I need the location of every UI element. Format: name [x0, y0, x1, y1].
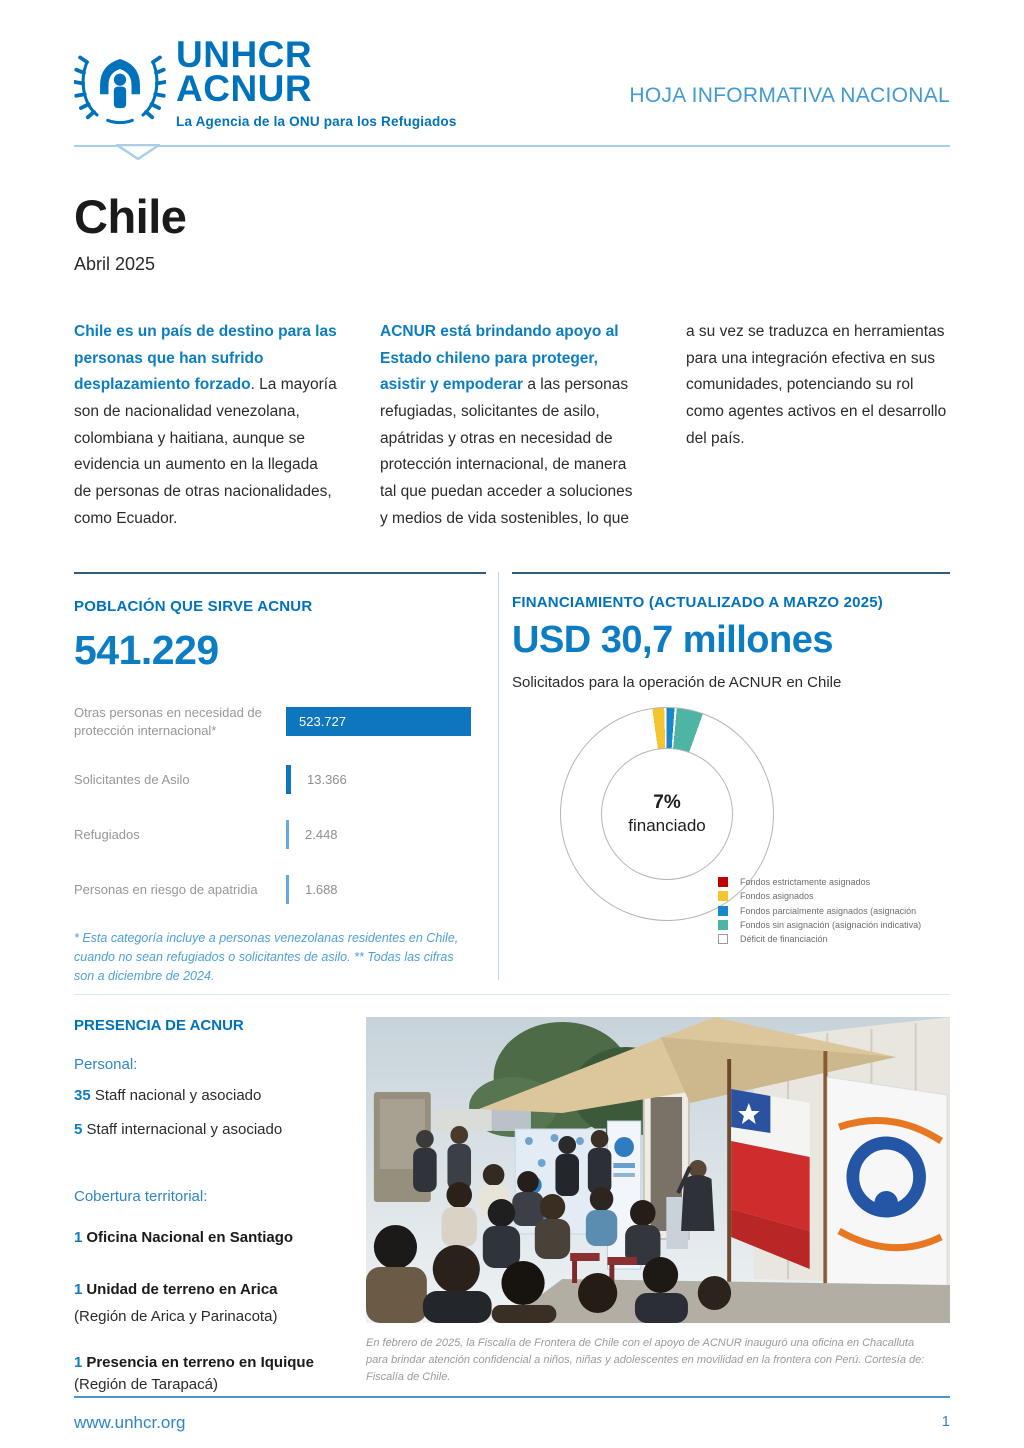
- intro-col-1: [74, 319, 338, 532]
- population-heading: POBLACIÓN QUE SIRVE ACNUR: [74, 598, 313, 616]
- staff-international: [74, 1119, 344, 1142]
- stats-section: [74, 572, 950, 983]
- population-bar-chart: [74, 704, 486, 904]
- bar: [286, 820, 289, 849]
- population-row: [74, 819, 486, 849]
- page-date: Abril 2025: [74, 254, 156, 275]
- legend-swatch-white: [718, 934, 728, 944]
- bar: [286, 707, 471, 736]
- bar-value: 523.727: [299, 714, 346, 730]
- intro-col-2: [380, 319, 644, 532]
- page-number: 1: [941, 1412, 950, 1430]
- header: [74, 0, 950, 129]
- coverage-note: (Región de Arica y Parinacota): [74, 1308, 278, 1326]
- chevron-down-icon: [116, 144, 160, 162]
- logo-text: [176, 36, 457, 129]
- coverage-count: 1: [74, 1228, 83, 1246]
- donut-center: [601, 748, 733, 880]
- coverage-text: Oficina Nacional en Santiago: [86, 1228, 294, 1246]
- doc-type-title: HOJA INFORMATIVA NACIONAL: [629, 84, 950, 107]
- bar-label: Refugiados: [74, 826, 140, 842]
- legend-swatch-yellow: [718, 891, 728, 901]
- staff-international-count: 5: [74, 1121, 83, 1139]
- legend-label: Fondos estrictamente asignados: [740, 877, 871, 888]
- donut-label: financiado: [628, 816, 706, 836]
- legend-label: Fondos parcialmente asignados (asignación: [740, 905, 917, 916]
- legend-swatch-teal: [718, 920, 728, 930]
- bar-value: 1.688: [305, 881, 338, 897]
- footer: [74, 1396, 950, 1448]
- unhcr-logo: [74, 36, 457, 129]
- presence-section: [74, 1017, 366, 1396]
- presence-heading: PRESENCIA DE ACNUR: [74, 1016, 244, 1034]
- coverage-text: Unidad de terreno en Arica: [86, 1280, 278, 1298]
- population-footnote: * Esta categoría incluye a personas venezolanas residentes en Chile, cuando no sean refugiados o solicitantes de asilo. ** Todas las cifras son a diciembre de 2024.: [74, 931, 459, 983]
- legend-item: [718, 890, 950, 902]
- legend-item: [718, 919, 950, 931]
- staff-national-text: Staff nacional y asociado: [94, 1086, 262, 1104]
- bottom-section: [74, 1017, 950, 1396]
- funding-heading: FINANCIAMIENTO (ACTUALIZADO A MARZO 2025): [512, 594, 883, 612]
- bar-value: 13.366: [307, 771, 347, 787]
- population-section: [74, 572, 486, 983]
- logo-acnur: ACNUR: [176, 68, 313, 110]
- header-divider: [74, 145, 950, 155]
- vertical-divider: [498, 572, 499, 980]
- coverage-item-arica: [74, 1279, 344, 1329]
- population-row: [74, 874, 486, 904]
- section-divider: [74, 994, 950, 995]
- legend-label: Déficit de financiación: [740, 933, 828, 944]
- legend-swatch-blue: [718, 906, 728, 916]
- bar-label: Personas en riesgo de apatridia: [74, 881, 258, 897]
- coverage-text: Presencia en terreno en Iquique: [86, 1354, 314, 1372]
- intro-col1-lead: Chile es un país de destino para las personas que han sufrido desplazamiento forzado: [74, 323, 337, 394]
- population-row: [74, 764, 486, 794]
- funding-subtitle: Solicitados para la operación de ACNUR en Chile: [512, 674, 842, 692]
- photo-caption: En febrero de 2025, la Fiscalía de Frontera de Chile con el apoyo de ACNUR inauguró una oficina en Chacalluta para brindar atención confidencial a niños, niñas y adolescentes en movilidad en la frontera con Perú. Cortesía de: Fiscalía de Chile.: [366, 1336, 925, 1384]
- legend-item: [718, 876, 950, 888]
- bar: [286, 765, 291, 794]
- funding-amount: USD 30,7 millones: [512, 619, 833, 662]
- bar: [286, 875, 289, 904]
- legend-label: Fondos sin asignación (asignación indicativa): [740, 919, 922, 930]
- photo-column: [366, 1017, 950, 1396]
- event-photo: [366, 1017, 950, 1323]
- intro-col-3: a su vez se traduzca en herramientas para una integración efectiva en sus comunidades, potenciando su rol como agentes activos en el desarrollo del país.: [686, 323, 947, 447]
- footer-url-link[interactable]: www.unhcr.org: [74, 1412, 186, 1432]
- legend-item: [718, 933, 950, 945]
- coverage-item-iquique: [74, 1352, 344, 1396]
- bar-label: Otras personas en necesidad de protección internacional*: [74, 705, 262, 738]
- intro-col2-rest: a las personas refugiadas, solicitantes de asilo, apátridas y otras en necesidad de protección internacional, de manera tal que puedan acceder a soluciones y medios de vida sostenibles, lo que: [380, 376, 633, 527]
- page-title: Chile: [74, 190, 187, 244]
- staff-national-count: 35: [74, 1086, 91, 1104]
- bar-value: 2.448: [305, 826, 338, 842]
- funding-legend: [718, 876, 950, 947]
- coverage-item-santiago: [74, 1227, 344, 1249]
- staff-national: [74, 1085, 344, 1108]
- funding-section: [512, 572, 950, 980]
- legend-label: Fondos asignados: [740, 891, 814, 902]
- personal-label: Personal:: [74, 1055, 138, 1073]
- legend-swatch-red: [718, 877, 728, 887]
- logo-tagline: La Agencia de la ONU para los Refugiados: [176, 113, 457, 129]
- staff-international-text: Staff internacional y asociado: [86, 1121, 283, 1139]
- intro-text: [74, 319, 950, 532]
- intro-col1-rest: . La mayoría son de nacionalidad venezolana, colombiana y haitiana, aunque se evidencia un aumento en la llegada de personas de otras nacionalidades, como Ecuador.: [74, 376, 337, 527]
- coverage-label: Cobertura territorial:: [74, 1187, 208, 1205]
- population-row: [74, 704, 486, 739]
- population-total: 541.229: [74, 627, 219, 674]
- donut-percentage: 7%: [653, 792, 681, 814]
- unhcr-emblem-icon: [74, 36, 166, 128]
- coverage-count: 1: [74, 1280, 83, 1298]
- intro-col2-lead: ACNUR está brindando apoyo al Estado chileno para proteger, asistir y empoderar: [380, 323, 619, 394]
- logo-unhcr: UNHCR: [176, 34, 313, 75]
- legend-item: [718, 905, 950, 917]
- bar-label: Solicitantes de Asilo: [74, 771, 190, 787]
- coverage-note: (Región de Tarapacá): [74, 1375, 218, 1393]
- coverage-count: 1: [74, 1354, 83, 1372]
